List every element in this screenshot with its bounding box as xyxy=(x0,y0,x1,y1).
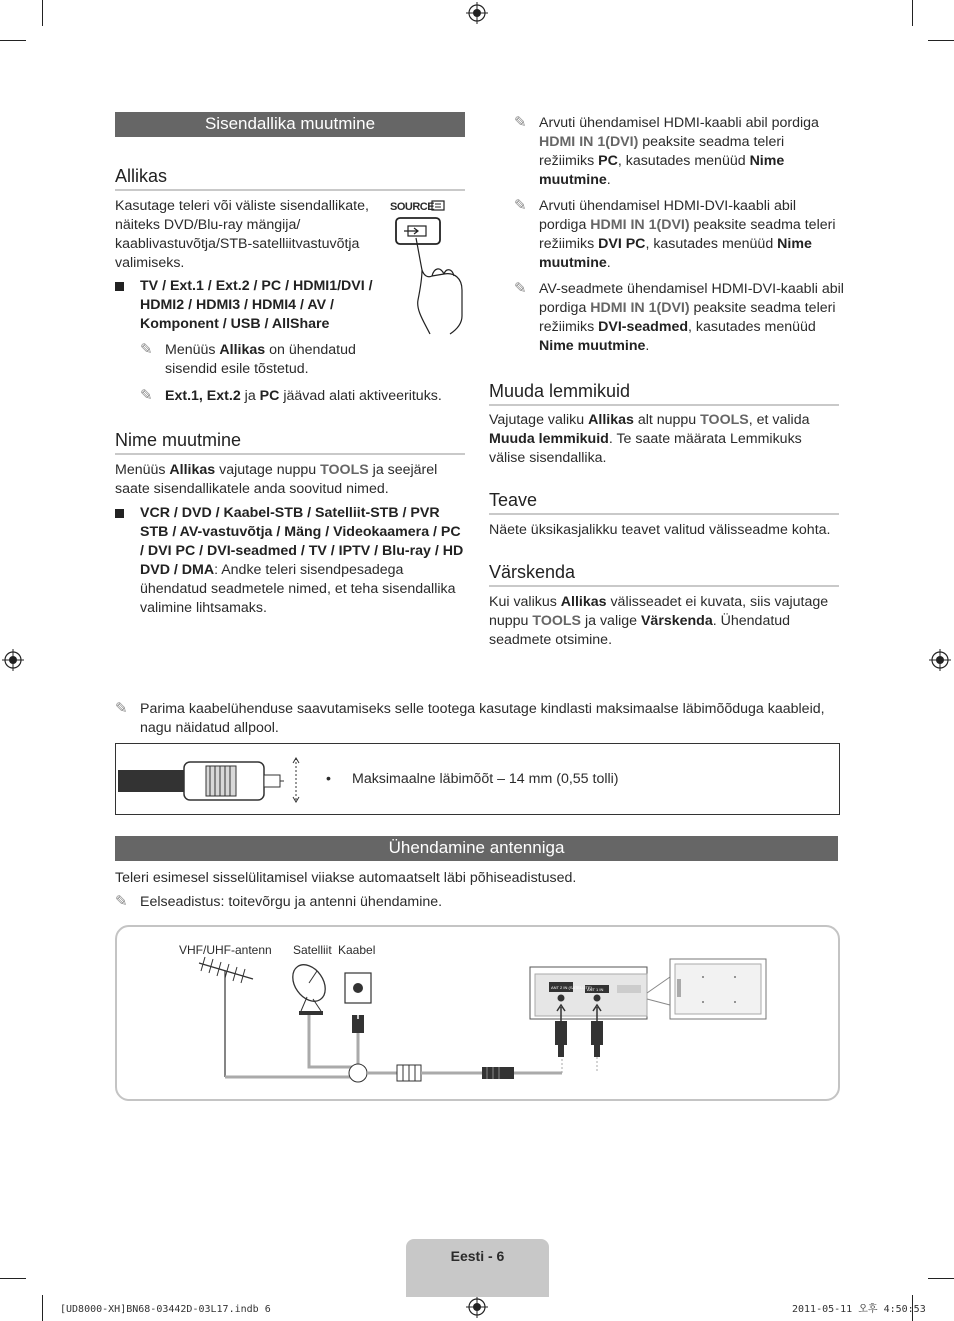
coax-plug-icon xyxy=(482,1067,514,1079)
text: peaksite seadma teleri režiimiks xyxy=(539,300,836,335)
label-satellite: Satelliit xyxy=(293,943,332,957)
bold-text: DVI PC xyxy=(598,236,646,252)
note-pencil-icon: ✎ xyxy=(514,280,527,297)
text: peaksite seadma teleri režiimiks xyxy=(539,134,785,169)
preset-note-text: Eelseadistus: toitevõrgu ja antenni ühendamine. xyxy=(140,894,443,910)
bullet-dot-icon: • xyxy=(326,771,331,787)
note-cable-diameter xyxy=(115,700,835,738)
crop-mark xyxy=(928,1278,954,1279)
registration-mark-icon xyxy=(929,649,951,671)
text: , kasutades menüüd xyxy=(688,319,816,335)
cable-bullet-item xyxy=(326,770,806,789)
note-hdmi-pc xyxy=(514,114,840,190)
hand-pressing-button-icon xyxy=(388,198,468,338)
label-vhf-uhf: VHF/UHF-antenn xyxy=(179,943,272,957)
registration-mark-icon xyxy=(2,649,24,671)
vhf-uhf-antenna-icon xyxy=(199,957,253,1077)
list-item-device-names xyxy=(115,504,465,618)
bold-text: DVI-seadmed xyxy=(598,319,689,335)
crop-mark xyxy=(0,40,26,41)
page-number-tab: Eesti - 6 xyxy=(406,1239,549,1297)
text: : Andke teleri sisendpesadega ühendatud seadmetele nimed, et teha sisendallika valimine lihtsamaks. xyxy=(140,562,456,616)
bold-text: Värskenda xyxy=(640,613,713,629)
note-text: jäävad alati aktiveerituks. xyxy=(279,388,442,404)
text: Menüüs xyxy=(115,462,170,478)
tools-text: TOOLS xyxy=(700,412,749,428)
tools-text: TOOLS xyxy=(532,613,582,629)
source-remote-illustration xyxy=(388,198,468,338)
note-hdmi-dvi-pc xyxy=(514,197,840,273)
crop-mark xyxy=(0,1278,26,1279)
note-av-devices xyxy=(514,280,844,356)
bold-text: Muuda lemmikuid xyxy=(489,431,609,447)
antenna-connection-diagram xyxy=(117,927,838,1099)
text: välisseadet ei kuvata, siis vajutage nuppu xyxy=(489,594,829,629)
text: . xyxy=(606,172,611,188)
sources-list-text: TV / Ext.1 / Ext.2 / PC / HDMI1/DVI / HDMI2 / HDMI3 / HDMI4 / AV / Komponent / USB / AllShare xyxy=(140,278,373,332)
section-title-input-source: Sisendallika muutmine xyxy=(115,112,465,137)
bold-text: Allikas xyxy=(560,594,607,610)
note-pencil-icon: ✎ xyxy=(140,387,153,404)
port-name: HDMI IN 1(DVI) xyxy=(539,134,639,150)
antenna-diagram-box xyxy=(115,925,840,1101)
cable-note-text: Parima kaabelühenduse saavutamiseks selle tootega kasutage kindlasti maksimaalse läbimõõduga kaableid, nagu näidatud allpool. xyxy=(140,701,825,736)
port-name: HDMI IN 1(DVI) xyxy=(590,300,690,316)
text: alt nuppu xyxy=(633,412,701,428)
port-label-ant1: ANT 1 IN xyxy=(587,987,604,992)
note-always-active xyxy=(140,387,470,406)
bold-text: PC xyxy=(598,153,618,169)
note-pencil-icon: ✎ xyxy=(115,893,128,910)
note-text: ja xyxy=(240,388,260,404)
note-pencil-icon: ✎ xyxy=(514,114,527,131)
device-names-list: VCR / DVD / Kaabel-STB / Satelliit-STB / PVR STB / AV-vastuvõtja / Mäng / Videokaamera / PC / DVI PC / DVI-seadmed / TV / IPTV / Blu-ray / HD DVD / DMA xyxy=(140,505,464,578)
note-pencil-icon: ✎ xyxy=(140,341,153,358)
footer-file-info: [UD8000-XH]BN68-03442D-03L17.indb 6 xyxy=(60,1304,271,1315)
coax-connector-icon xyxy=(397,1065,421,1081)
cable-plug-icon xyxy=(118,756,308,804)
note-bold: PC xyxy=(259,388,280,404)
bold-text: Nime muutmine xyxy=(539,153,785,188)
note-preset xyxy=(115,893,835,912)
bold-text: Nime muutmine xyxy=(539,338,646,354)
section-title-antenna: Ühendamine antenniga xyxy=(115,836,838,861)
source-button-label: SOURCE xyxy=(390,201,435,213)
note-pencil-icon: ✎ xyxy=(514,197,527,214)
port-name: HDMI IN 1(DVI) xyxy=(590,217,690,233)
text: . Te saate määrata Lemmikuks välise sisendallika. xyxy=(489,431,802,466)
note-text: Menüüs xyxy=(165,342,220,358)
crop-mark xyxy=(912,0,913,26)
subheading-allikas: Allikas xyxy=(115,165,465,191)
text: ja valige xyxy=(581,613,641,629)
crop-mark xyxy=(42,1295,43,1321)
text: AV-seadmete ühendamisel HDMI-DVI-kaabli abil pordiga xyxy=(539,281,844,316)
text: Vajutage valiku xyxy=(489,412,589,428)
cable-diameter-box xyxy=(115,743,840,815)
tools-text: TOOLS xyxy=(320,462,369,478)
text: . xyxy=(606,255,611,271)
allikas-intro: Kasutage teleri või väliste sisendallikate, näiteks DVD/Blu-ray mängija/ kaablivastuvõtja/STB-satelliitvastuvõtja valimiseks. xyxy=(115,198,369,271)
varskenda-paragraph xyxy=(489,593,834,650)
crop-mark xyxy=(928,40,954,41)
nime-paragraph xyxy=(115,461,460,499)
text: ja seejärel saate sisendallikatele anda soovitud nimed. xyxy=(115,462,438,497)
note-highlighted-sources xyxy=(140,341,380,379)
subheading-muuda-lemmikuid: Muuda lemmikuid xyxy=(489,380,839,406)
bold-text: Nime muutmine xyxy=(539,236,812,271)
text: , et valida xyxy=(748,412,810,428)
bold-text: Allikas xyxy=(169,462,216,478)
note-bold: Allikas xyxy=(219,342,266,358)
list-item-sources xyxy=(115,277,387,334)
label-cable: Kaabel xyxy=(338,943,376,957)
text: . Ühendatud seadmete otsimine. xyxy=(489,613,791,648)
text: . xyxy=(645,338,650,354)
teave-paragraph: Näete üksikasjalikku teavet valitud välisseadme kohta. xyxy=(489,522,831,538)
antenna-paragraph: Teleri esimesel sisselülitamisel viiakse automaatselt läbi põhiseadistused. xyxy=(115,870,577,886)
satellite-dish-icon xyxy=(286,959,332,1015)
tv-back-thumbnail-icon xyxy=(670,959,766,1019)
registration-mark-icon xyxy=(466,2,488,24)
text: , kasutades menüüd xyxy=(645,236,778,252)
footer-date: 2011-05-11 오후 4:50:53 xyxy=(792,1304,926,1315)
text: Kui valikus xyxy=(489,594,561,610)
note-text: on ühendatud sisendid esile tõstetud. xyxy=(165,342,356,377)
note-pencil-icon: ✎ xyxy=(115,700,128,717)
text: Arvuti ühendamisel HDMI-DVI-kaabli abil pordiga xyxy=(539,198,797,233)
subheading-nime-muutmine: Nime muutmine xyxy=(115,429,465,455)
registration-mark-icon xyxy=(466,1296,488,1318)
subheading-varskenda: Värskenda xyxy=(489,561,839,587)
lemmik-paragraph xyxy=(489,411,834,468)
cable-wall-outlet-icon xyxy=(345,973,371,1033)
cable-bullet-text: Maksimaalne läbimõõt – 14 mm (0,55 tolli) xyxy=(352,771,619,787)
tv-rear-panel-icon xyxy=(530,967,647,1019)
bold-text: Allikas xyxy=(588,412,634,428)
note-bold: Ext.1, Ext.2 xyxy=(165,388,241,404)
text: peaksite seadma teleri režiimiks xyxy=(539,217,836,252)
subheading-teave: Teave xyxy=(489,489,839,515)
text: Arvuti ühendamisel HDMI-kaabli abil pordiga xyxy=(539,115,819,131)
port-label-ant2: ANT 2 IN (SATELLITE) xyxy=(551,985,592,990)
crop-mark xyxy=(42,0,43,26)
text: vajutage nuppu xyxy=(215,462,321,478)
text: , kasutades menüüd xyxy=(617,153,750,169)
